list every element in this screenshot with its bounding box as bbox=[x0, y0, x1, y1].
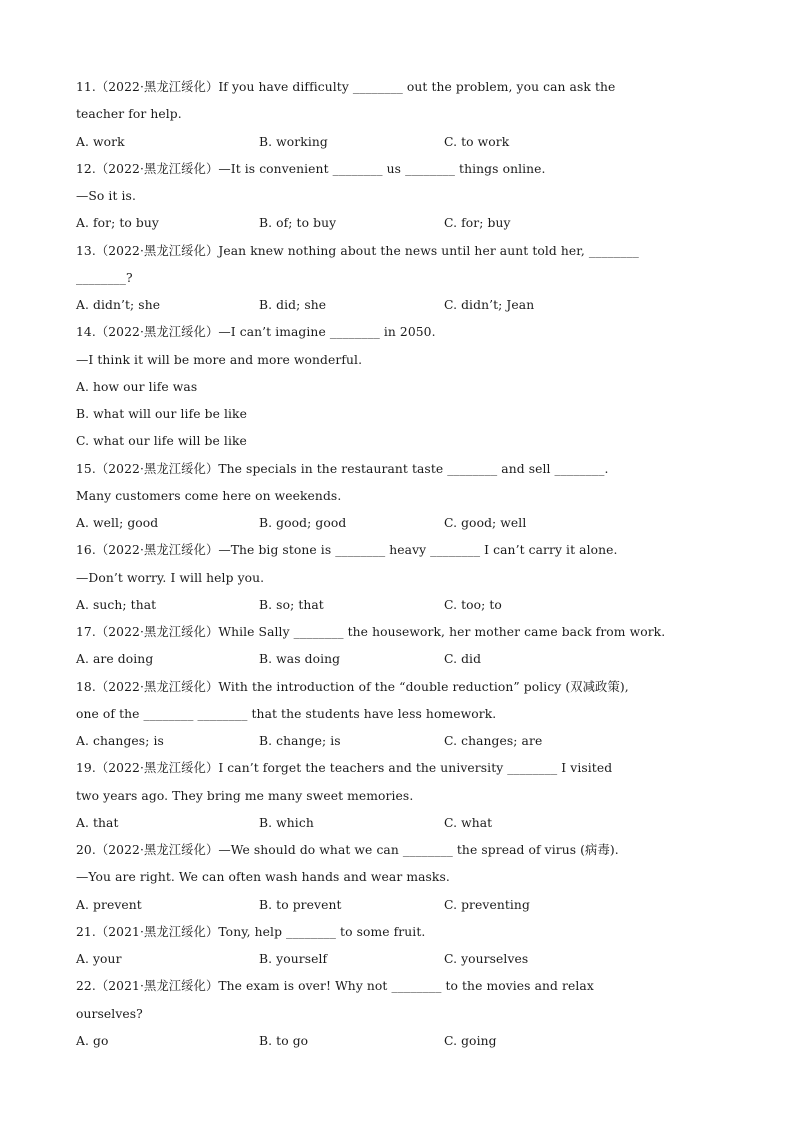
question-16 bbox=[76, 537, 716, 619]
question-text-line: —I think it will be more and more wonderful. bbox=[76, 352, 363, 367]
options-row bbox=[76, 1028, 716, 1055]
question-17 bbox=[76, 619, 716, 674]
option-c: C. going bbox=[444, 1033, 497, 1048]
question-text-line: ourselves? bbox=[76, 1006, 143, 1021]
options-row bbox=[76, 728, 716, 755]
question-text-line: 21.（2021·黑龙江绥化）Tony, help ________ to some fruit. bbox=[76, 924, 426, 939]
question-text-line: 12.（2022·黑龙江绥化）—It is convenient ________ us ________ things online. bbox=[76, 161, 546, 176]
question-text-line: 15.（2022·黑龙江绥化）The specials in the restaurant taste ________ and sell ________. bbox=[76, 461, 609, 476]
question-22 bbox=[76, 973, 716, 1055]
option-a: A. are doing bbox=[76, 652, 154, 667]
options-row bbox=[76, 129, 716, 156]
question-text-line: 18.（2022·黑龙江绥化）With the introduction of the “double reduction” policy (双减政策), bbox=[76, 679, 629, 694]
question-text-line: 17.（2022·黑龙江绥化）While Sally ________ the housework, her mother came back from work. bbox=[76, 625, 666, 639]
question-14 bbox=[76, 319, 716, 455]
options-row bbox=[76, 892, 716, 919]
question-text-line: one of the ________ ________ that the students have less homework. bbox=[76, 706, 497, 721]
option-b: B. so; that bbox=[259, 597, 324, 612]
option-b: B. which bbox=[259, 815, 314, 830]
option-c: C. did bbox=[444, 652, 482, 667]
option-c: C. too; to bbox=[444, 597, 502, 612]
option-a: A. such; that bbox=[76, 597, 157, 612]
question-text-line: 20.（2022·黑龙江绥化）—We should do what we can ________ the spread of virus (病毒). bbox=[76, 843, 619, 857]
option-b: B. was doing bbox=[259, 652, 341, 667]
option-a: A. go bbox=[76, 1033, 109, 1048]
question-text-line: A. how our life was bbox=[76, 379, 198, 394]
option-c: C. good; well bbox=[444, 516, 527, 530]
option-a: A. work bbox=[76, 134, 125, 149]
question-18 bbox=[76, 674, 716, 756]
options-row bbox=[76, 946, 716, 973]
question-text-line: 16.（2022·黑龙江绥化）—The big stone is ________ heavy ________ I can’t carry it alone. bbox=[76, 543, 618, 558]
option-a: A. well; good bbox=[76, 516, 159, 530]
question-text-line: —You are right. We can often wash hands and wear masks. bbox=[76, 870, 450, 885]
option-c: C. what bbox=[444, 815, 493, 830]
option-c: C. yourselves bbox=[444, 952, 529, 966]
option-b: B. of; to buy bbox=[259, 216, 337, 231]
worksheet-page bbox=[76, 74, 716, 1055]
question-text-line: 11.（2022·黑龙江绥化）If you have difficulty ________ out the problem, you can ask the bbox=[76, 80, 616, 94]
option-b: B. yourself bbox=[259, 952, 328, 966]
option-b: B. to go bbox=[259, 1033, 309, 1048]
option-c: C. to work bbox=[444, 134, 510, 149]
question-20 bbox=[76, 837, 716, 919]
question-text-line: B. what will our life be like bbox=[76, 407, 247, 421]
option-b: B. change; is bbox=[259, 734, 341, 748]
question-text-line: ________? bbox=[76, 270, 133, 285]
question-text-line: 22.（2021·黑龙江绥化）The exam is over! Why not ________ to the movies and relax bbox=[76, 979, 594, 994]
options-row bbox=[76, 592, 716, 619]
option-a: A. changes; is bbox=[76, 734, 164, 748]
option-c: C. preventing bbox=[444, 897, 530, 912]
question-text-line: —So it is. bbox=[76, 189, 136, 203]
options-row bbox=[76, 510, 716, 537]
question-text-line: —Don’t worry. I will help you. bbox=[76, 570, 265, 585]
option-c: C. changes; are bbox=[444, 734, 543, 748]
question-12 bbox=[76, 156, 716, 238]
options-row bbox=[76, 810, 716, 837]
question-text-line: 19.（2022·黑龙江绥化）I can’t forget the teachers and the university ________ I visited bbox=[76, 761, 613, 776]
option-a: A. prevent bbox=[76, 897, 142, 912]
question-text-line: 14.（2022·黑龙江绥化）—I can’t imagine ________ in 2050. bbox=[76, 325, 436, 340]
option-b: B. working bbox=[259, 134, 328, 149]
option-b: B. good; good bbox=[259, 516, 347, 530]
option-a: A. didn’t; she bbox=[76, 298, 161, 312]
question-19 bbox=[76, 755, 716, 837]
question-text-line: two years ago. They bring me many sweet memories. bbox=[76, 788, 414, 803]
question-13 bbox=[76, 238, 716, 320]
option-b: B. to prevent bbox=[259, 897, 342, 912]
question-text-line: C. what our life will be like bbox=[76, 434, 247, 449]
options-row bbox=[76, 646, 716, 673]
question-text-line: 13.（2022·黑龙江绥化）Jean knew nothing about the news until her aunt told her, ________ bbox=[76, 243, 639, 258]
options-row bbox=[76, 210, 716, 237]
option-a: A. your bbox=[76, 952, 122, 966]
question-text-line: teacher for help. bbox=[76, 107, 182, 122]
question-21 bbox=[76, 919, 716, 974]
option-a: A. for; to buy bbox=[76, 216, 159, 231]
question-15 bbox=[76, 456, 716, 538]
option-c: C. didn’t; Jean bbox=[444, 298, 535, 312]
question-text-line: Many customers come here on weekends. bbox=[76, 488, 342, 503]
options-row bbox=[76, 292, 716, 319]
option-c: C. for; buy bbox=[444, 216, 511, 231]
option-b: B. did; she bbox=[259, 298, 327, 312]
option-a: A. that bbox=[76, 815, 119, 830]
question-11 bbox=[76, 74, 716, 156]
